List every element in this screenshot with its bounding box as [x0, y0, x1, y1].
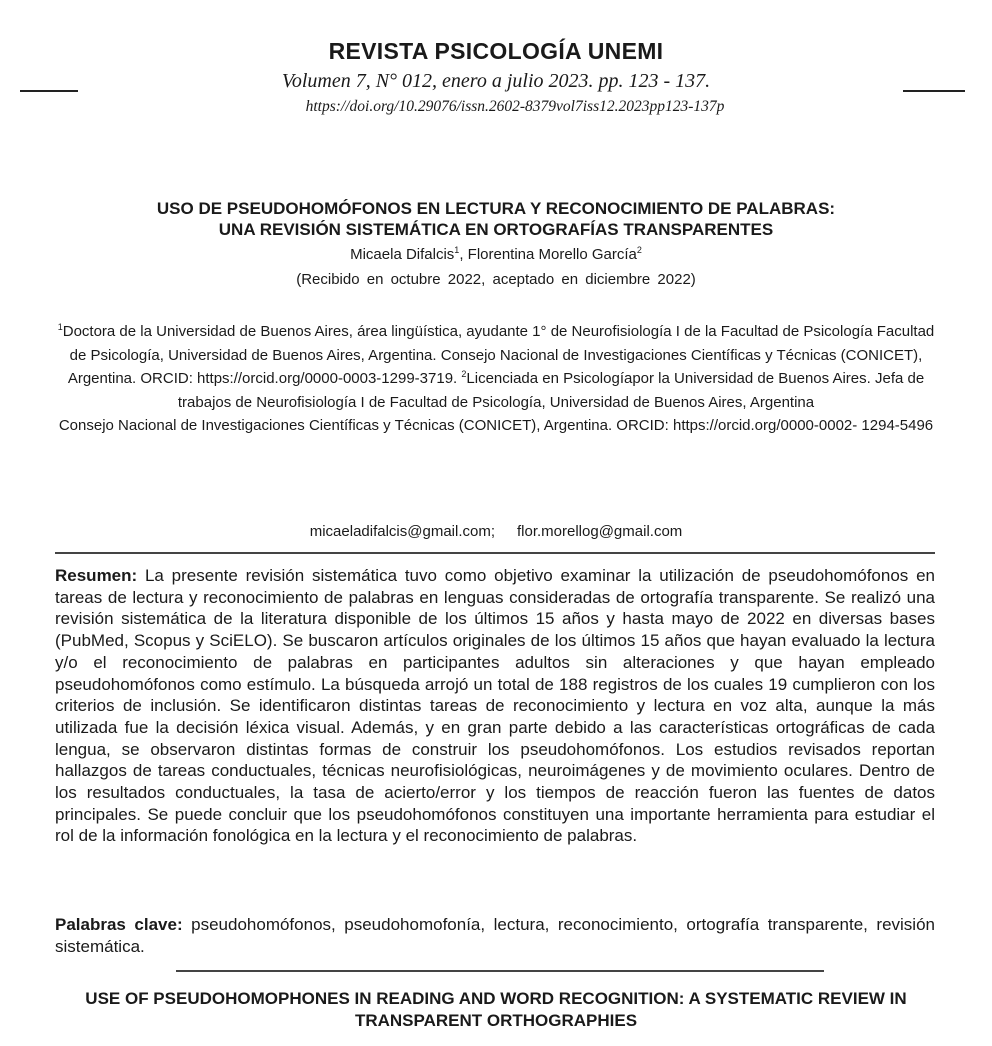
keywords-label: Palabras clave:	[55, 915, 183, 934]
english-title	[0, 988, 992, 1032]
keywords	[55, 914, 935, 957]
affil-text-2: Licenciada en Psicologíapor la Universidad de Buenos Aires. Jefa de trabajos de Neurofisiología I de Facultad de Psicología, Universidad de Buenos Aires, Argentina	[177, 370, 925, 411]
abstract-divider	[55, 552, 935, 554]
affil-sup-1: 1	[57, 322, 63, 332]
english-title-line-2: TRANSPARENT ORTHOGRAPHIES	[354, 1011, 638, 1030]
author-separator: ,	[459, 246, 468, 263]
english-title-line-1: USE OF PSEUDOHOMOPHONES IN READING AND WORD RECOGNITION: A SYSTEMATIC REVIEW IN	[85, 989, 907, 1008]
emails	[0, 523, 992, 540]
volume-info: Volumen 7, N° 012, enero a julio 2023. pp. 123 - 137.	[281, 70, 711, 92]
affiliations	[55, 320, 937, 438]
received-dates: (Recibido en octubre 2022, aceptado en diciembre 2022)	[296, 271, 696, 288]
journal-name: REVISTA PSICOLOGÍA UNEMI	[328, 38, 664, 64]
article-title	[0, 198, 992, 240]
email-2[interactable]: flor.morellog@gmail.com	[517, 523, 683, 540]
author-2: Florentina Morello García	[467, 246, 637, 263]
author-2-sup: 2	[636, 245, 642, 255]
abstract-label: Resumen:	[55, 566, 138, 585]
author-1: Micaela Difalcis	[350, 246, 455, 263]
abstract-text: La presente revisión sistemática tuvo como objetivo examinar la utilización de pseudohomófonos en tareas de lectura y reconocimiento de palabras en lenguas consideradas de ortografía transparente. Se realizó una revisión sistemática de la literatura disponible de los últimos 15 años y hasta mayo de 2022 en diversas bases (PubMed, Scopus y SciELO). Se buscaron artículos originales de los últimos 15 años que hayan evaluado la lectura y/o el reconocimiento de palabras en participantes adultos sin alteraciones y que hayan empleado pseudohomófonos como estímulo. La búsqueda arrojó un total de 188 registros de los cuales 19 cumplieron con los criterios de inclusión. Se identificaron distintas tareas de reconocimiento y lectura en voz alta, aunque la más utilizada fue la decisión léxica visual. Además, y en gran parte debido a las características ortográficas de cada lengua, se observaron distintas formas de construir los pseudohomófonos. Los estudios revisados reportan hallazgos de tareas conductuales, técnicas neurofisiológicas, neuroimágenes y de movimiento oculares. Dentro de los resultados conductuales, la tasa de acierto/error y los tiempos de reacción fueron las fuentes de datos principales. Se puede concluir que los pseudohomófonos constituyen una importante herramienta para estudiar el rol de la información fonológica en la lectura y el reconocimiento de palabras.	[55, 566, 935, 846]
affil-sup-2: 2	[461, 369, 467, 379]
keywords-text: pseudohomófonos, pseudohomofonía, lectura, reconocimiento, ortografía transparente, revisión sistemática.	[55, 915, 935, 956]
affil-text-1: Doctora de la Universidad de Buenos Aires, área lingüística, ayudante 1° de Neurofisiología I de la Facultad de Psicología Facultad de Psicología, Universidad de Buenos Aires, Argentina. Consejo Nacional de Investigaciones Científicas y Técnicas (CONICET), Argentina. ORCID: https://orcid.org/0000-0003-1299-3719.	[62, 323, 935, 387]
title-line-1: USO DE PSEUDOHOMÓFONOS EN LECTURA Y RECONOCIMIENTO DE PALABRAS:	[156, 199, 836, 218]
author-1-sup: 1	[454, 245, 460, 255]
english-title-divider	[176, 970, 824, 972]
email-1[interactable]: micaeladifalcis@gmail.com;	[309, 523, 495, 540]
abstract	[55, 565, 935, 847]
affil-text-3: Consejo Nacional de Investigaciones Científicas y Técnicas (CONICET), Argentina. ORCID: https://orcid.org/0000-0002- 1294-5496	[58, 417, 934, 434]
doi-link[interactable]: https://doi.org/10.29076/issn.2602-8379vol7iss12.2023pp123-137p	[305, 98, 725, 115]
title-line-2: UNA REVISIÓN SISTEMÁTICA EN ORTOGRAFÍAS TRANSPARENTES	[218, 220, 774, 239]
authors	[0, 246, 992, 263]
